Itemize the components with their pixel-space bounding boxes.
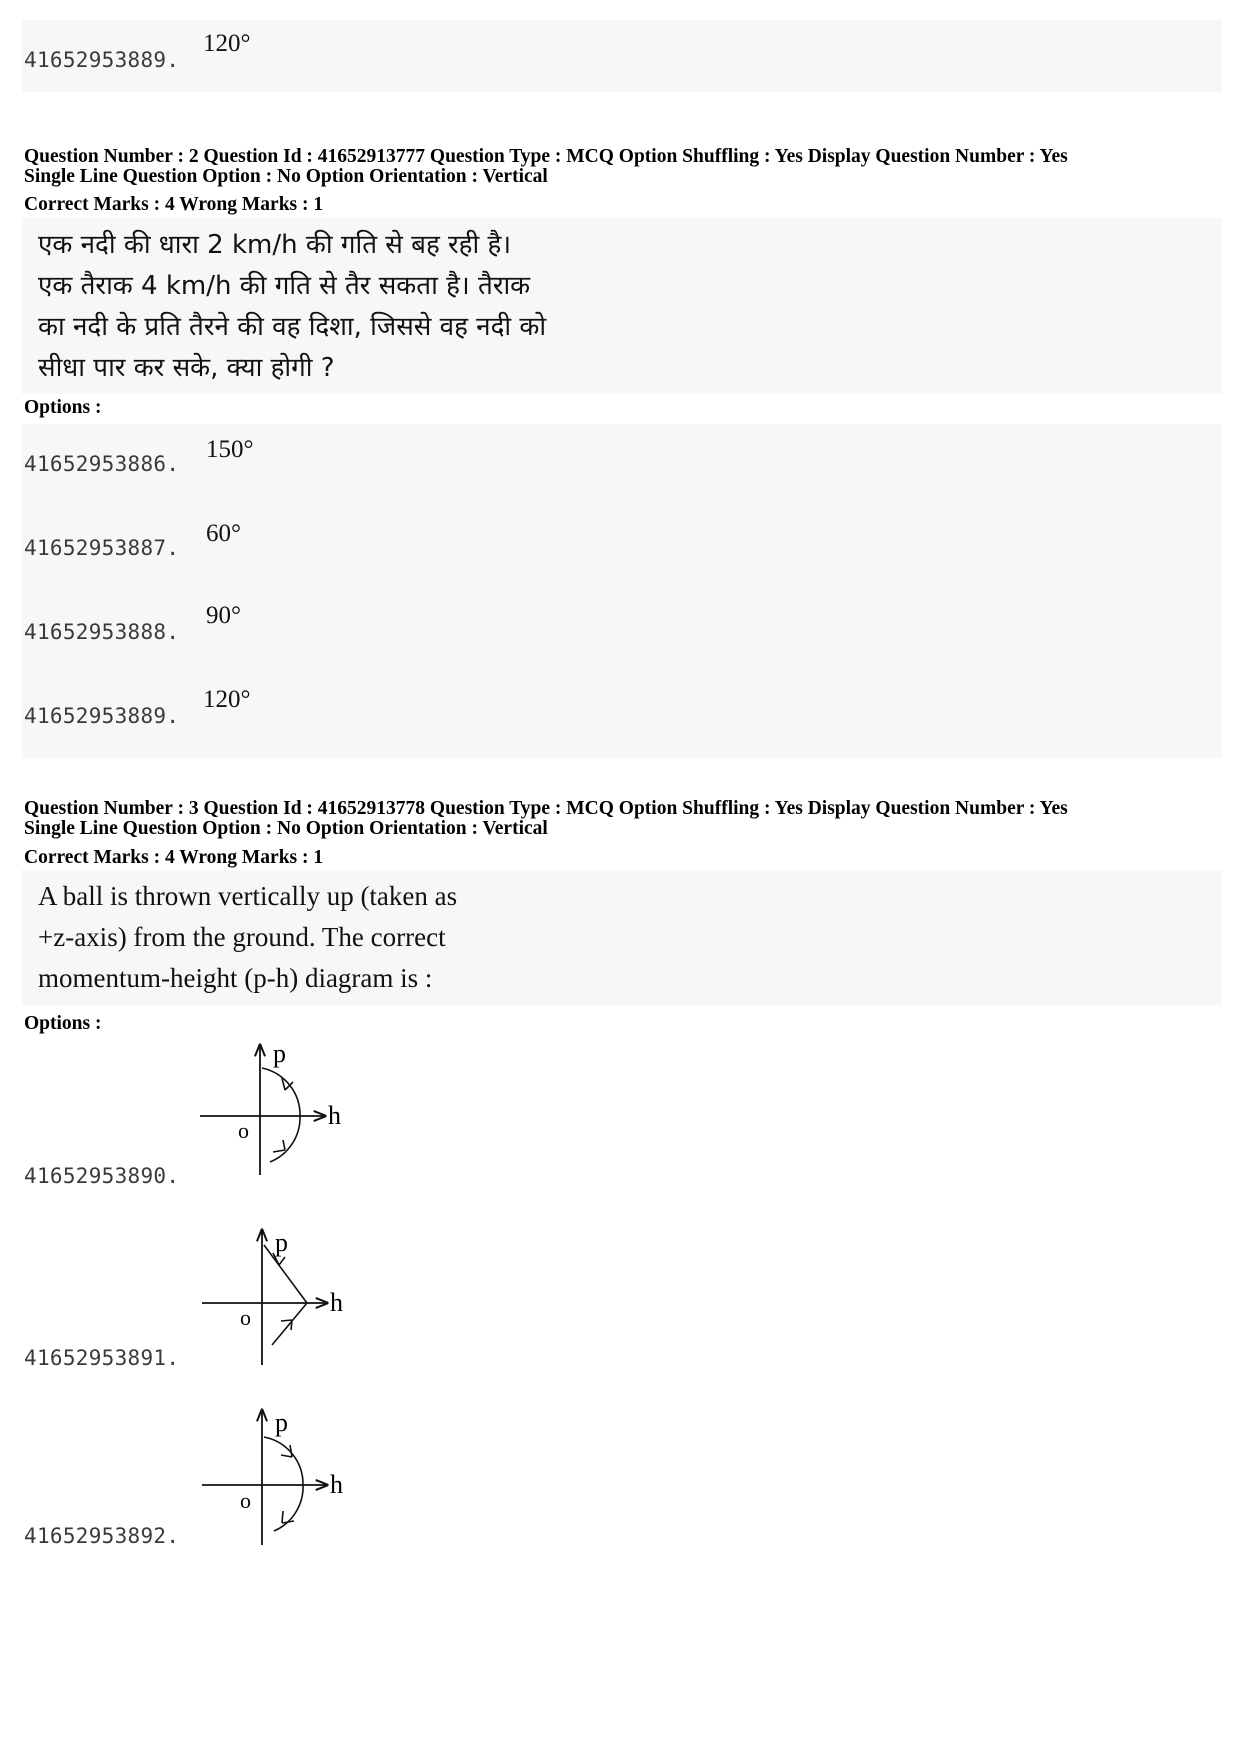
curve-lower bbox=[270, 1116, 300, 1162]
origin-label: o bbox=[240, 1488, 251, 1513]
option-value: 90° bbox=[206, 602, 241, 629]
question-text-line: +z-axis) from the ground. The correct bbox=[38, 922, 446, 952]
option-id: 41652953891. bbox=[24, 1346, 180, 1370]
p-label: p bbox=[275, 1228, 288, 1257]
curve-lower bbox=[274, 1485, 303, 1531]
arrow-head bbox=[273, 1140, 285, 1152]
curve-upper bbox=[264, 1437, 303, 1485]
option-id: 41652953890. bbox=[24, 1164, 180, 1188]
question-marks: Correct Marks : 4 Wrong Marks : 1 bbox=[24, 194, 324, 215]
option-value: 60° bbox=[206, 520, 241, 547]
origin-label: o bbox=[240, 1305, 251, 1330]
question-meta: Question Number : 2 Question Id : 41652913777 Question Type : MCQ Option Shuffling : Yes Display Question Number : Yes bbox=[24, 146, 1068, 167]
question-meta: Single Line Question Option : No Option Orientation : Vertical bbox=[24, 166, 548, 187]
curve-upper bbox=[262, 1068, 300, 1116]
question-text-line: का नदी के प्रति तैरने की वह दिशा, जिससे वह नदी को bbox=[38, 312, 547, 342]
origin-label: o bbox=[238, 1118, 249, 1143]
line-lower bbox=[272, 1303, 307, 1345]
ph-diagram bbox=[195, 1040, 365, 1180]
p-label: p bbox=[273, 1040, 286, 1068]
question-text bbox=[38, 225, 546, 389]
question-text-line: एक तैराक 4 km/h की गति से तैर सकता है। तैराक bbox=[38, 271, 531, 301]
option-id: 41652953886. bbox=[24, 452, 180, 476]
ph-diagram bbox=[197, 1405, 367, 1550]
options-block bbox=[22, 424, 1222, 758]
options-label: Options : bbox=[24, 1013, 102, 1034]
h-label: h bbox=[328, 1101, 341, 1130]
option-id: 41652953889. bbox=[24, 704, 180, 728]
question-text-line: सीधा पार कर सके, क्या होगी ? bbox=[38, 353, 335, 383]
question-text-line: A ball is thrown vertically up (taken as bbox=[38, 881, 458, 911]
option-value: 150° bbox=[206, 436, 254, 463]
option-id: 41652953888. bbox=[24, 620, 180, 644]
options-label: Options : bbox=[24, 397, 102, 418]
option-id: 41652953887. bbox=[24, 536, 180, 560]
option-id: 41652953892. bbox=[24, 1524, 180, 1548]
option-value: 120° bbox=[203, 30, 251, 57]
question-marks: Correct Marks : 4 Wrong Marks : 1 bbox=[24, 847, 324, 868]
p-label: p bbox=[275, 1408, 288, 1437]
option-id: 41652953889. bbox=[24, 48, 180, 72]
h-label: h bbox=[330, 1470, 343, 1499]
option-block bbox=[22, 20, 1222, 92]
question-text bbox=[38, 876, 457, 999]
question-meta: Question Number : 3 Question Id : 41652913778 Question Type : MCQ Option Shuffling : Yes Display Question Number : Yes bbox=[24, 798, 1068, 819]
option-value: 120° bbox=[203, 686, 251, 713]
question-text-line: एक नदी की धारा 2 km/h की गति से बह रही है। bbox=[38, 230, 512, 260]
ph-diagram bbox=[197, 1225, 367, 1370]
h-label: h bbox=[330, 1288, 343, 1317]
question-text-line: momentum-height (p-h) diagram is : bbox=[38, 963, 433, 993]
question-meta: Single Line Question Option : No Option Orientation : Vertical bbox=[24, 818, 548, 839]
